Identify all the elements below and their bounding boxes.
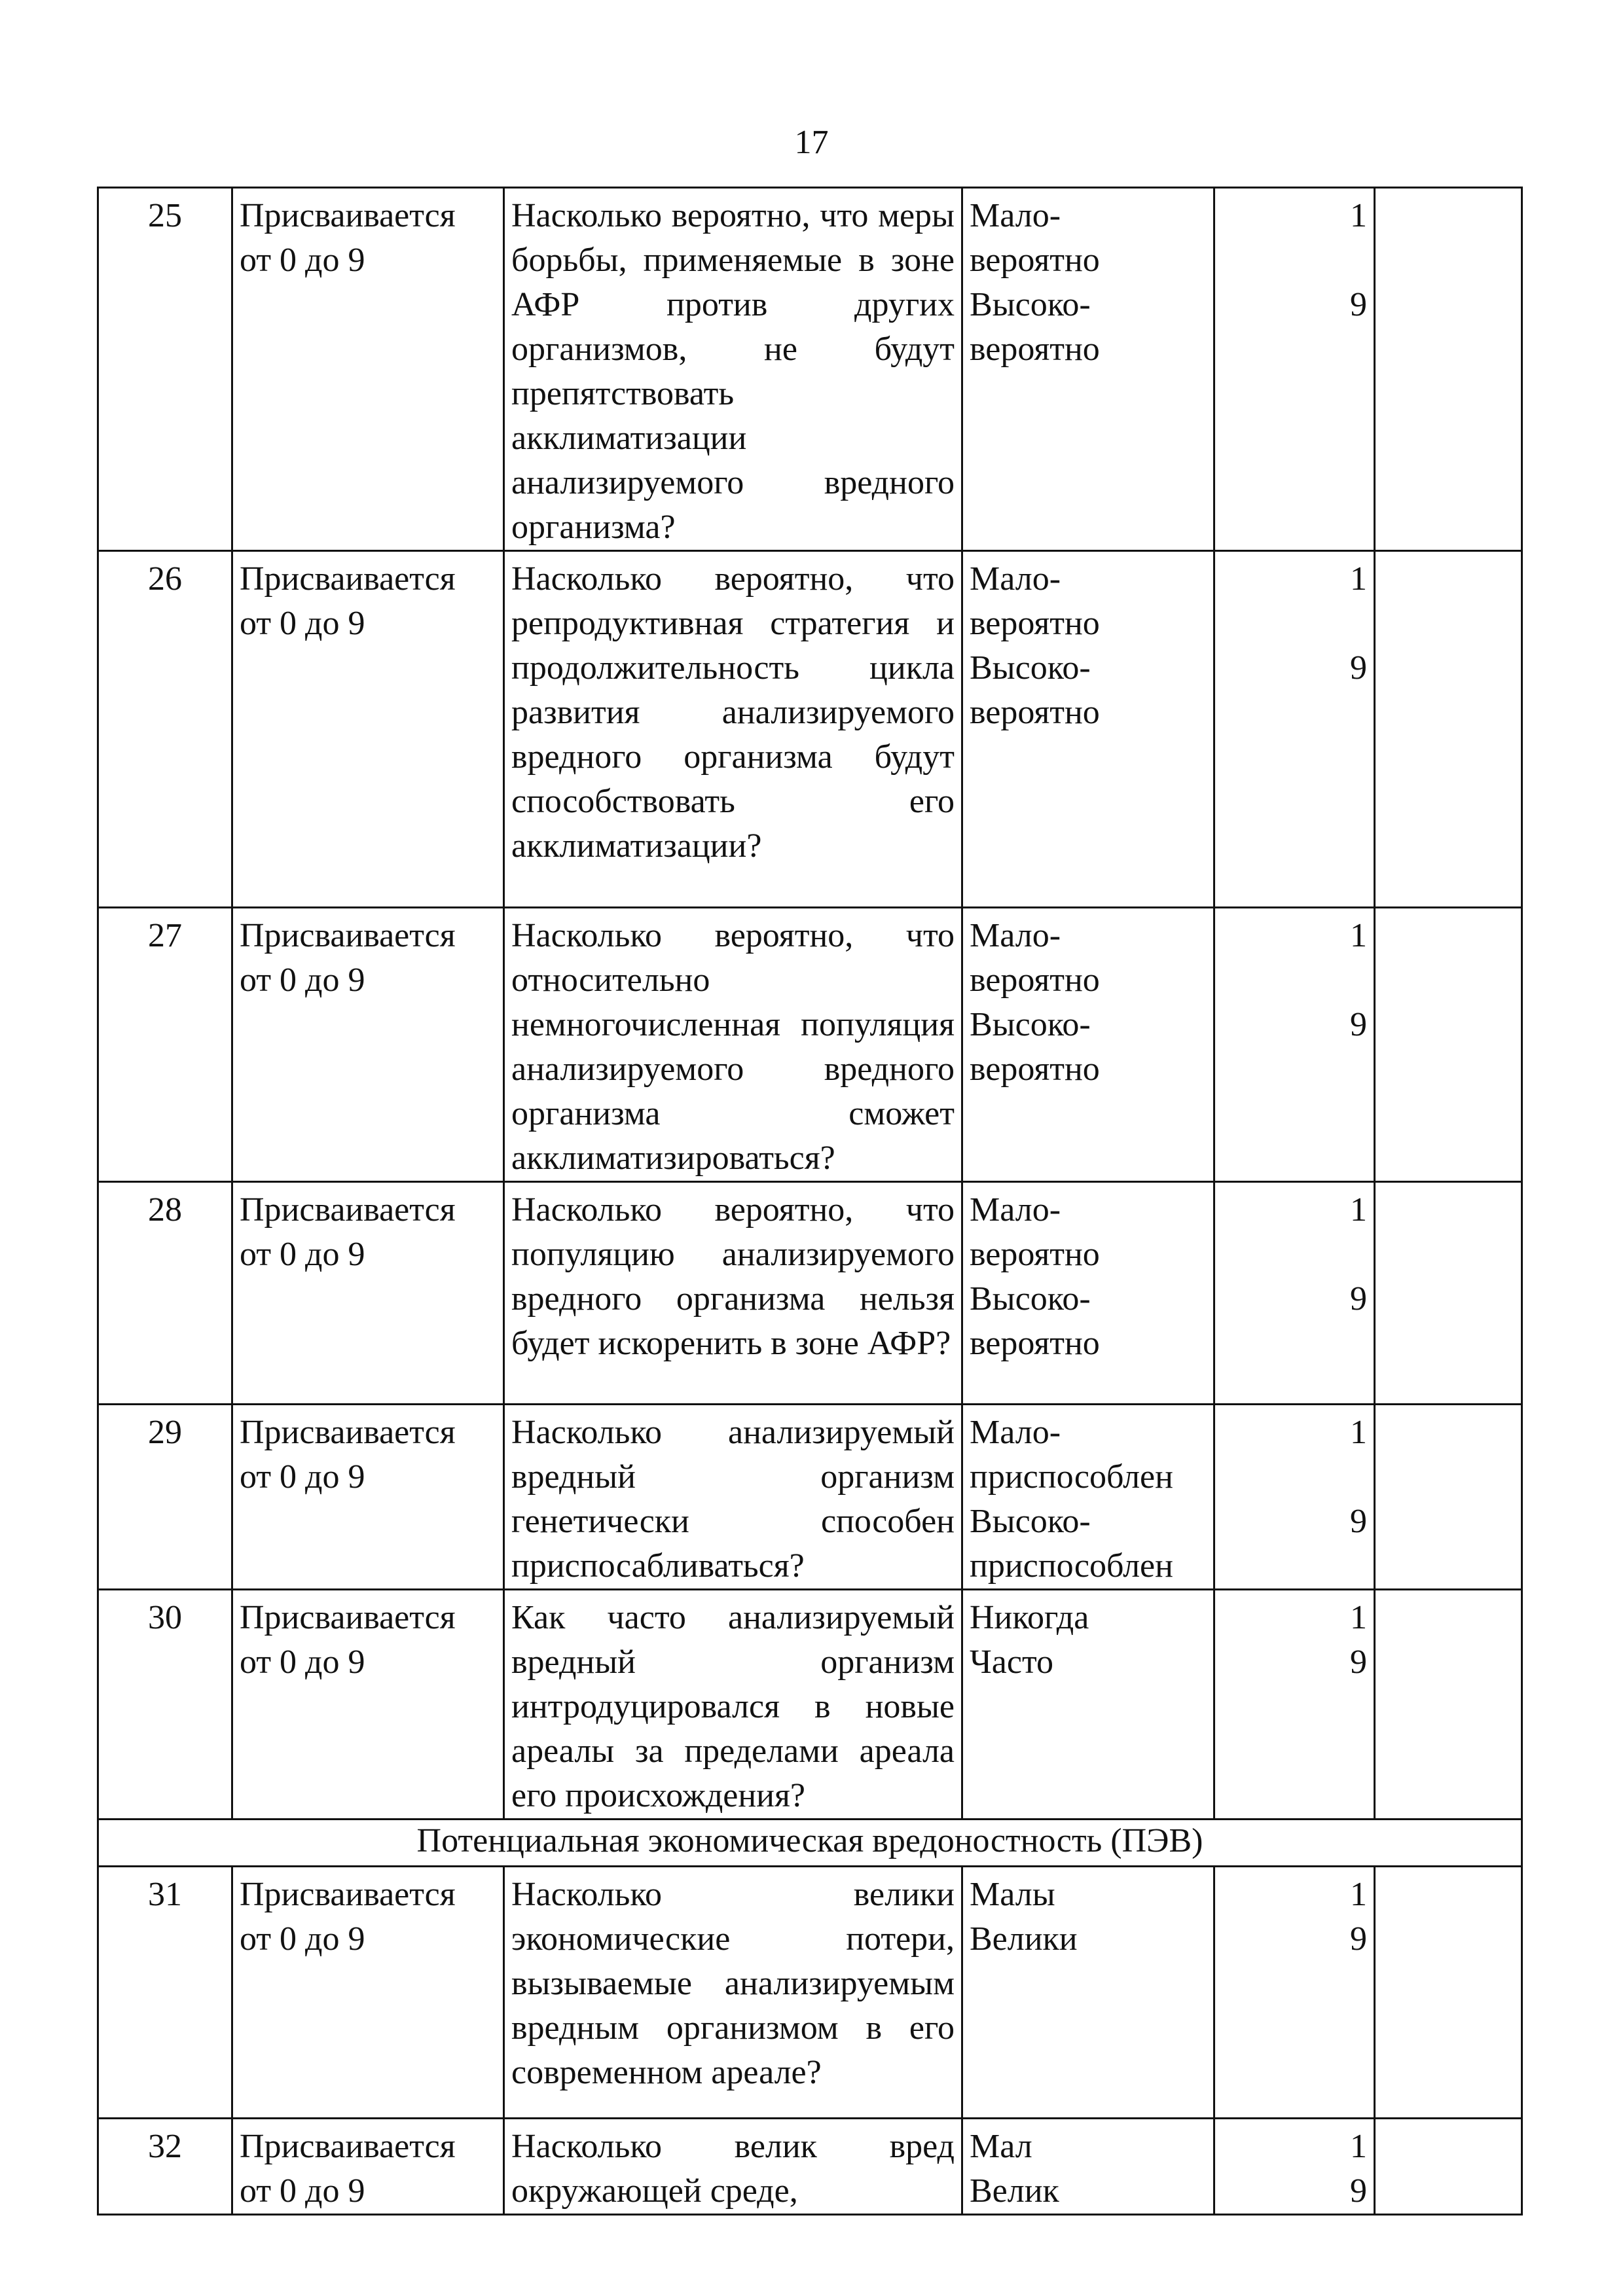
assign-cell: Присваивается от 0 до 9 bbox=[232, 1405, 504, 1590]
assign-cell: Присваивается от 0 до 9 bbox=[232, 908, 504, 1182]
empty-cell bbox=[1375, 1590, 1522, 1820]
answer-cell: Мало- приспособлен Высоко- приспособлен bbox=[962, 1405, 1214, 1590]
answer-cell: Мал Велик bbox=[962, 2119, 1214, 2215]
score-cell: 1 9 bbox=[1214, 1867, 1375, 2119]
table-row bbox=[98, 551, 1522, 908]
question-cell: Насколько вероятно, что репродуктивная стратегия и продолжительность цикла развития анализируемого вредного организма будут способствовать его акклиматизации? bbox=[504, 551, 962, 908]
answer-cell: Мало- вероятно Высоко- вероятно bbox=[962, 908, 1214, 1182]
table-row bbox=[98, 1590, 1522, 1820]
row-number: 32 bbox=[98, 2119, 232, 2215]
row-number: 26 bbox=[98, 551, 232, 908]
table-row bbox=[98, 1405, 1522, 1590]
empty-cell bbox=[1375, 1182, 1522, 1405]
answer-cell: Мало- вероятно Высоко- вероятно bbox=[962, 188, 1214, 551]
question-cell: Насколько вероятно, что популяцию анализируемого вредного организма нельзя будет искоренить в зоне АФР? bbox=[504, 1182, 962, 1405]
table-row bbox=[98, 1182, 1522, 1405]
table-row bbox=[98, 2119, 1522, 2215]
score-cell: 1 9 bbox=[1214, 551, 1375, 908]
answer-cell: Никогда Часто bbox=[962, 1590, 1214, 1820]
row-number: 31 bbox=[98, 1867, 232, 2119]
question-cell: Насколько велики экономические потери, вызываемые анализируемым вредным организмом в его современном ареале? bbox=[504, 1867, 962, 2119]
question-cell: Насколько вероятно, что относительно немногочисленная популяция анализируемого вредного организма сможет акклиматизироваться? bbox=[504, 908, 962, 1182]
score-cell: 1 9 bbox=[1214, 188, 1375, 551]
question-cell: Как часто анализируемый вредный организм интродуцировался в новые ареалы за пределами ареала его происхождения? bbox=[504, 1590, 962, 1820]
assign-cell: Присваивается от 0 до 9 bbox=[232, 551, 504, 908]
table-row bbox=[98, 188, 1522, 551]
question-cell: Насколько вероятно, что меры борьбы, применяемые в зоне АФР против других организмов, не будут препятствовать акклиматизации анализируемого вредного организма? bbox=[504, 188, 962, 551]
row-number: 27 bbox=[98, 908, 232, 1182]
answer-cell: Малы Велики bbox=[962, 1867, 1214, 2119]
row-number: 25 bbox=[98, 188, 232, 551]
score-cell: 1 9 bbox=[1214, 1590, 1375, 1820]
score-cell: 1 9 bbox=[1214, 1182, 1375, 1405]
score-cell: 1 9 bbox=[1214, 1405, 1375, 1590]
table-row bbox=[98, 908, 1522, 1182]
assign-cell: Присваивается от 0 до 9 bbox=[232, 2119, 504, 2215]
section-title: Потенциальная экономическая вредоностность (ПЭВ) bbox=[98, 1820, 1522, 1867]
score-cell: 1 9 bbox=[1214, 2119, 1375, 2215]
row-number: 30 bbox=[98, 1590, 232, 1820]
question-cell: Насколько велик вред окружающей среде, bbox=[504, 2119, 962, 2215]
row-number: 29 bbox=[98, 1405, 232, 1590]
assign-cell: Присваивается от 0 до 9 bbox=[232, 1867, 504, 2119]
assign-cell: Присваивается от 0 до 9 bbox=[232, 188, 504, 551]
empty-cell bbox=[1375, 1867, 1522, 2119]
assessment-table bbox=[97, 187, 1523, 2215]
table-row bbox=[98, 1867, 1522, 2119]
answer-cell: Мало- вероятно Высоко- вероятно bbox=[962, 551, 1214, 908]
empty-cell bbox=[1375, 1405, 1522, 1590]
section-header-row bbox=[98, 1820, 1522, 1867]
empty-cell bbox=[1375, 908, 1522, 1182]
row-number: 28 bbox=[98, 1182, 232, 1405]
empty-cell bbox=[1375, 551, 1522, 908]
assign-cell: Присваивается от 0 до 9 bbox=[232, 1590, 504, 1820]
score-cell: 1 9 bbox=[1214, 908, 1375, 1182]
question-cell: Насколько анализируемый вредный организм генетически способен приспосабливаться? bbox=[504, 1405, 962, 1590]
empty-cell bbox=[1375, 2119, 1522, 2215]
empty-cell bbox=[1375, 188, 1522, 551]
answer-cell: Мало- вероятно Высоко- вероятно bbox=[962, 1182, 1214, 1405]
page-number: 17 bbox=[794, 124, 829, 161]
assign-cell: Присваивается от 0 до 9 bbox=[232, 1182, 504, 1405]
